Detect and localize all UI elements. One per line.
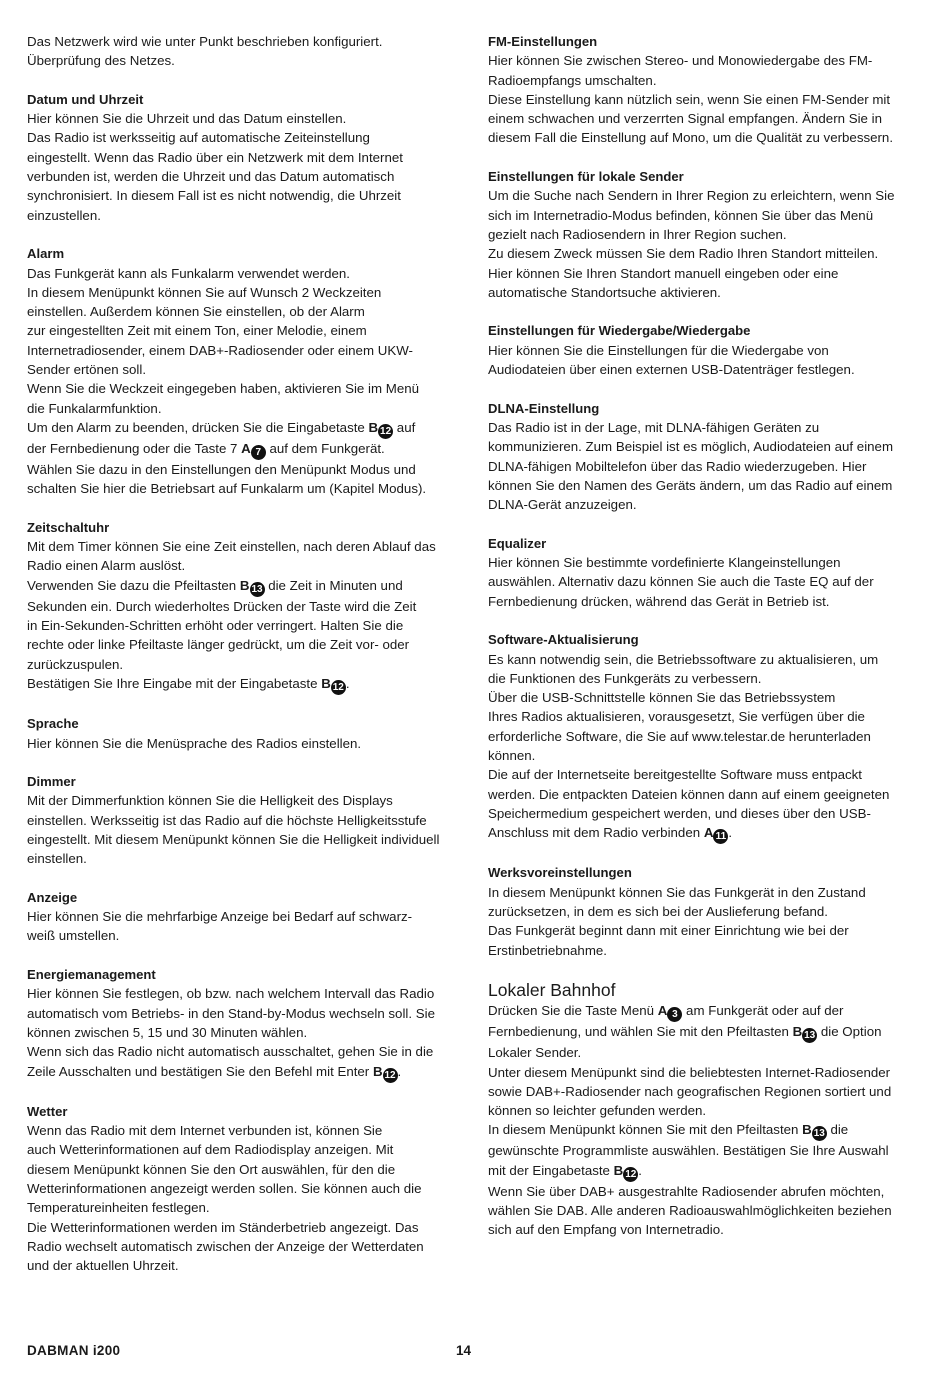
text-line: [488, 823, 908, 844]
text-line: Das Funkgerät beginnt dann mit einer Einrichtung wie bei der: [488, 923, 849, 939]
text-line: die Funkalarmfunktion.: [27, 400, 162, 416]
text-line: zurücksetzen, in dem es sich bei der Auslieferung befand.: [488, 904, 829, 920]
text-line: eingestellt. Mit diesem Menüpunkt können Sie die Helligkeit individuell: [27, 831, 440, 847]
dlna-section: [488, 399, 908, 515]
text-fragment: Drücken Sie die Taste Menü: [488, 1003, 658, 1019]
key-letter: B: [613, 1162, 624, 1178]
text-line: Hier können Sie Ihren Standort manuell eingeben oder eine: [488, 265, 839, 281]
text-line: erforderliche Software, die Sie auf www.telestar.de herunterladen: [488, 728, 871, 744]
text-line: [488, 1120, 908, 1141]
key-letter: B: [792, 1024, 803, 1040]
fm-section: [488, 32, 908, 148]
text-line: Diese Einstellung kann nützlich sein, wenn Sie einen FM-Sender mit: [488, 91, 891, 107]
text-fragment: .: [728, 825, 733, 841]
footer-product-name: DABMAN i200: [27, 1343, 121, 1358]
text-line: Speichermedium gespeichert werden, und dieses über den USB-: [488, 805, 871, 821]
text-line: [488, 1001, 908, 1022]
text-line: sich im Internetradio-Modus befinden, können Sie über das Menü: [488, 207, 874, 223]
text-line: Hier können Sie die mehrfarbige Anzeige bei Bedarf auf schwarz-: [27, 909, 413, 925]
anzeige-section: [27, 888, 447, 946]
text-line: Lokaler Sender.: [488, 1045, 582, 1061]
text-line: Es kann notwendig sein, die Betriebssoftware zu aktualisieren, um: [488, 651, 879, 667]
text-line: Hier können Sie festlegen, ob bzw. nach welchem Intervall das Radio: [27, 986, 435, 1002]
text-line: [27, 576, 447, 597]
text-line: automatische Standortsuche aktivieren.: [488, 284, 721, 300]
sprache-section: [27, 714, 447, 753]
text-line: Hier können Sie die Uhrzeit und das Datum einstellen.: [27, 111, 347, 127]
text-fragment: In diesem Menüpunkt können Sie mit den Pfeiltasten: [488, 1122, 803, 1138]
text-line: [488, 1161, 908, 1182]
text-line: Mit der Dimmerfunktion können Sie die Helligkeit des Displays: [27, 793, 393, 809]
text-line: weiß umstellen.: [27, 928, 120, 944]
text-line: eingestellt. Wenn das Radio über ein Netzwerk mit dem Internet: [27, 149, 403, 165]
software-section: [488, 630, 908, 844]
text-line: gewünschte Programmliste auswählen. Bestätigen Sie Ihre Auswahl: [488, 1143, 889, 1159]
text-line: In diesem Menüpunkt können Sie das Funkgerät in den Zustand: [488, 884, 866, 900]
dimmer-section: [27, 772, 447, 868]
text-fragment: .: [345, 675, 350, 691]
text-line: können.: [488, 747, 536, 763]
key-number-badge: 12: [384, 1069, 396, 1081]
text-line: verbunden ist, werden die Uhrzeit und das Datum automatisch: [27, 169, 395, 185]
section-heading: Dimmer: [27, 774, 76, 790]
text-line: Das Radio ist in der Lage, mit DLNA-fähigen Geräten zu: [488, 419, 820, 435]
key-letter: B: [368, 419, 379, 435]
text-line: und der aktuellen Uhrzeit.: [27, 1258, 179, 1274]
section-heading: Zeitschaltuhr: [27, 519, 110, 535]
key-number-badge: 12: [332, 681, 344, 693]
text-fragment: die Zeit in Minuten und: [264, 577, 403, 593]
section-heading: Software-Aktualisierung: [488, 632, 639, 648]
text-line: Wenn sich das Radio nicht automatisch ausschaltet, gehen Sie in die: [27, 1044, 434, 1060]
text-line: Ihres Radios aktualisieren, vorausgesetzt, Sie verfügen über die: [488, 709, 865, 725]
text-line: [488, 1022, 908, 1043]
text-line: können so leichter gefunden werden.: [488, 1103, 707, 1119]
section-heading: Einstellungen für Wiedergabe/Wiedergabe: [488, 323, 751, 339]
text-line: Hier können Sie die Einstellungen für die Wiedergabe von: [488, 342, 829, 358]
section-heading: Energiemanagement: [27, 967, 156, 983]
key-number-badge: 11: [713, 829, 728, 844]
text-line: auswählen. Alternativ dazu können Sie auch die Taste EQ auf der: [488, 574, 874, 590]
zeitschaltuhr-section: [27, 518, 447, 695]
text-line: einem schwachen und verzerrten Signal empfangen. Ändern Sie in: [488, 111, 882, 127]
text-line: Die Wetterinformationen werden im Ständerbetrieb angezeigt. Das: [27, 1219, 419, 1235]
section-heading: Wetter: [27, 1103, 68, 1119]
text-line: Audiodateien über einen externen USB-Datenträger festlegen.: [488, 362, 855, 378]
text-line: synchronisiert. In diesem Fall ist es nicht notwendig, die Uhrzeit: [27, 188, 401, 204]
section-heading: FM-Einstellungen: [488, 34, 598, 49]
equalizer-section: [488, 534, 908, 611]
text-line: Über die USB-Schnittstelle können Sie das Betriebssystem: [488, 690, 836, 706]
wiedergabe-section: [488, 321, 908, 379]
section-heading: Equalizer: [488, 535, 547, 551]
key-number-badge: 7: [251, 445, 266, 460]
text-line: Radioempfangs umschalten.: [488, 72, 657, 88]
key-letter: A: [657, 1003, 668, 1019]
text-line: Das Funkgerät kann als Funkalarm verwendet werden.: [27, 265, 350, 281]
text-line: Überprüfung des Netzes.: [27, 53, 175, 69]
wetter-section: [27, 1102, 447, 1276]
text-line: Temperatureinheiten festlegen.: [27, 1200, 210, 1216]
text-line: Um die Suche nach Sendern in Ihrer Region zu erleichtern, wenn Sie: [488, 188, 895, 204]
text-line: Das Netzwerk wird wie unter Punkt beschrieben konfiguriert.: [27, 34, 383, 49]
text-line: zur eingestellten Zeit mit einem Ton, einer Melodie, einem: [27, 323, 367, 339]
text-line: Wenn Sie die Weckzeit eingegeben haben, aktivieren Sie im Menü: [27, 381, 419, 397]
key-letter: B: [372, 1063, 383, 1079]
text-fragment: der Fernbedienung oder die Taste 7: [27, 440, 242, 456]
text-line: können zwischen 5, 15 und 30 Minuten wählen.: [27, 1024, 308, 1040]
text-line: automatisch vom Betriebs- in den Stand-by-Modus wechseln soll. Sie: [27, 1005, 435, 1021]
text-fragment: die Option: [817, 1024, 882, 1040]
text-line: diesem Menüpunkt können Sie den Ort auswählen, für den die: [27, 1161, 396, 1177]
text-line: Fernbedienung drücken, während das Gerät in Betrieb ist.: [488, 593, 830, 609]
section-heading: Datum und Uhrzeit: [27, 91, 144, 107]
text-line: diesem Fall die Einstellung auf Mono, um die Qualität zu verbessern.: [488, 130, 894, 146]
right-column: [488, 32, 908, 1259]
intro-section: [27, 32, 447, 71]
energie-section: [27, 965, 447, 1082]
text-line: gezielt nach Radiosendern in Ihrer Region suchen.: [488, 226, 787, 242]
text-line: werden. Die entpackten Dateien können dann auf einem geeigneten: [488, 786, 890, 802]
key-number-badge: 13: [251, 583, 263, 595]
alarm-section: [27, 244, 447, 498]
text-line: Sender ertönen soll.: [27, 362, 147, 378]
key-number-badge: 12: [380, 425, 392, 437]
section-heading: Sprache: [27, 716, 79, 732]
text-line: Wetterinformationen angezeigt werden sollen. Sie können auch die: [27, 1181, 422, 1197]
key-number-badge: 13: [813, 1128, 825, 1140]
text-line: Wenn das Radio mit dem Internet verbunden ist, können Sie: [27, 1123, 383, 1139]
text-line: Radio einen Alarm auslöst.: [27, 558, 186, 574]
text-line: in Ein-Sekunden-Schritten erhöht oder verringert. Halten Sie die: [27, 618, 404, 634]
text-line: Erstinbetriebnahme.: [488, 942, 607, 958]
text-line: Wählen Sie dazu in den Einstellungen den Menüpunkt Modus und: [27, 461, 416, 477]
page-number: 14: [456, 1343, 472, 1358]
text-line: Sekunden ein. Durch wiederholtes Drücken der Taste wird die Zeit: [27, 598, 417, 614]
text-line: Mit dem Timer können Sie eine Zeit einstellen, nach deren Ablauf das: [27, 539, 436, 555]
section-heading: Werksvoreinstellungen: [488, 865, 632, 881]
text-line: [27, 439, 447, 460]
text-line: DLNA-Gerät anzuzeigen.: [488, 497, 637, 513]
text-line: können Sie den Namen des Geräts ändern, um das Radio auf einem: [488, 477, 893, 493]
key-letter: A: [703, 825, 714, 841]
text-line: [27, 418, 447, 439]
text-line: Die auf der Internetseite bereitgestellte Software muss entpackt: [488, 767, 862, 783]
text-line: sowie DAB+-Radiosender nach geografischen Regionen sortiert und: [488, 1083, 892, 1099]
text-line: rechte oder linke Pfeiltaste länger gedrückt, um die Zeit vor- oder: [27, 637, 410, 653]
key-letter: B: [239, 577, 250, 593]
text-fragment: .: [397, 1063, 402, 1079]
text-line: Radio wechselt automatisch zwischen der Anzeige der Wetterdaten: [27, 1238, 424, 1254]
key-letter: B: [802, 1122, 812, 1138]
text-line: Unter diesem Menüpunkt sind die beliebtesten Internet-Radiosender: [488, 1064, 891, 1080]
text-line: einzustellen.: [27, 207, 101, 223]
text-fragment: auf: [393, 419, 416, 435]
text-line: In diesem Menüpunkt können Sie auf Wunsch 2 Weckzeiten: [27, 284, 382, 300]
text-line: zurückzuspulen.: [27, 656, 124, 672]
text-line: sich auf den Empfang von Internetradio.: [488, 1222, 724, 1238]
text-line: auch Wetterinformationen auf dem Radiodisplay anzeigen. Mit: [27, 1142, 394, 1158]
text-fragment: die: [826, 1122, 849, 1138]
bahnhof-section: [488, 979, 908, 1239]
text-fragment: mit der Eingabetaste: [488, 1162, 614, 1178]
text-line: schalten Sie hier die Betriebsart auf Funkalarm um (Kapitel Modus).: [27, 481, 427, 497]
key-letter: A: [241, 440, 251, 456]
key-number-badge: 12: [625, 1168, 637, 1180]
section-heading: Alarm: [27, 246, 65, 262]
text-fragment: Fernbedienung, und wählen Sie mit den Pfeiltasten: [488, 1024, 793, 1040]
werk-section: [488, 863, 908, 959]
text-fragment: Um den Alarm zu beenden, drücken Sie die Eingabetaste: [27, 419, 369, 435]
lokale-sender-section: [488, 167, 908, 302]
text-line: Zu diesem Zweck müssen Sie dem Radio Ihren Standort mitteilen.: [488, 246, 879, 262]
key-number-badge: 3: [667, 1007, 682, 1022]
text-fragment: Bestätigen Sie Ihre Eingabe mit der Eingabetaste: [27, 675, 322, 691]
key-letter: B: [321, 675, 331, 691]
text-line: einstellen. Außerdem können Sie einstellen, ob der Alarm: [27, 304, 365, 320]
text-line: einstellen. Werksseitig ist das Radio auf die höchste Helligkeitsstufe: [27, 812, 427, 828]
key-number-badge: 13: [804, 1030, 816, 1042]
text-line: Hier können Sie die Menüsprache des Radios einstellen.: [27, 735, 362, 751]
text-line: Hier können Sie bestimmte vordefinierte Klangeinstellungen: [488, 555, 841, 571]
text-line: [27, 674, 447, 695]
section-heading: Anzeige: [27, 889, 78, 905]
text-line: Internetradiosender, einem DAB+-Radiosender oder einem UKW-: [27, 342, 413, 358]
text-line: die Funktionen des Funkgeräts zu verbessern.: [488, 670, 762, 686]
section-heading: Einstellungen für lokale Sender: [488, 169, 684, 185]
chapter-heading: Lokaler Bahnhof: [488, 980, 616, 1001]
section-heading: DLNA-Einstellung: [488, 400, 600, 416]
datum-section: [27, 90, 447, 225]
text-line: kommunizieren. Zum Beispiel ist es möglich, Audiodateien auf einem: [488, 439, 894, 455]
text-line: Wenn Sie über DAB+ ausgestrahlte Radiosender abrufen möchten,: [488, 1183, 885, 1199]
text-fragment: Anschluss mit dem Radio verbinden: [488, 825, 704, 841]
text-line: [27, 1062, 447, 1083]
text-fragment: Zeile Ausschalten und bestätigen Sie den Befehl mit Enter: [27, 1063, 373, 1079]
text-line: DLNA-fähigen Mobiltelefon über das Radio wiederzugeben. Hier: [488, 458, 867, 474]
text-line: einstellen.: [27, 851, 87, 867]
text-fragment: .: [638, 1162, 642, 1178]
text-line: wählen Sie DAB. Alle anderen Radioauswahlmöglichkeiten beziehen: [488, 1203, 892, 1219]
left-column: [27, 32, 447, 1295]
text-fragment: auf dem Funkgerät.: [265, 440, 385, 456]
text-fragment: am Funkgerät oder auf der: [682, 1003, 844, 1019]
text-line: Das Radio ist werksseitig auf automatische Zeiteinstellung: [27, 130, 370, 146]
text-line: Hier können Sie zwischen Stereo- und Monowiedergabe des FM-: [488, 53, 873, 69]
text-fragment: Verwenden Sie dazu die Pfeiltasten: [27, 577, 240, 593]
